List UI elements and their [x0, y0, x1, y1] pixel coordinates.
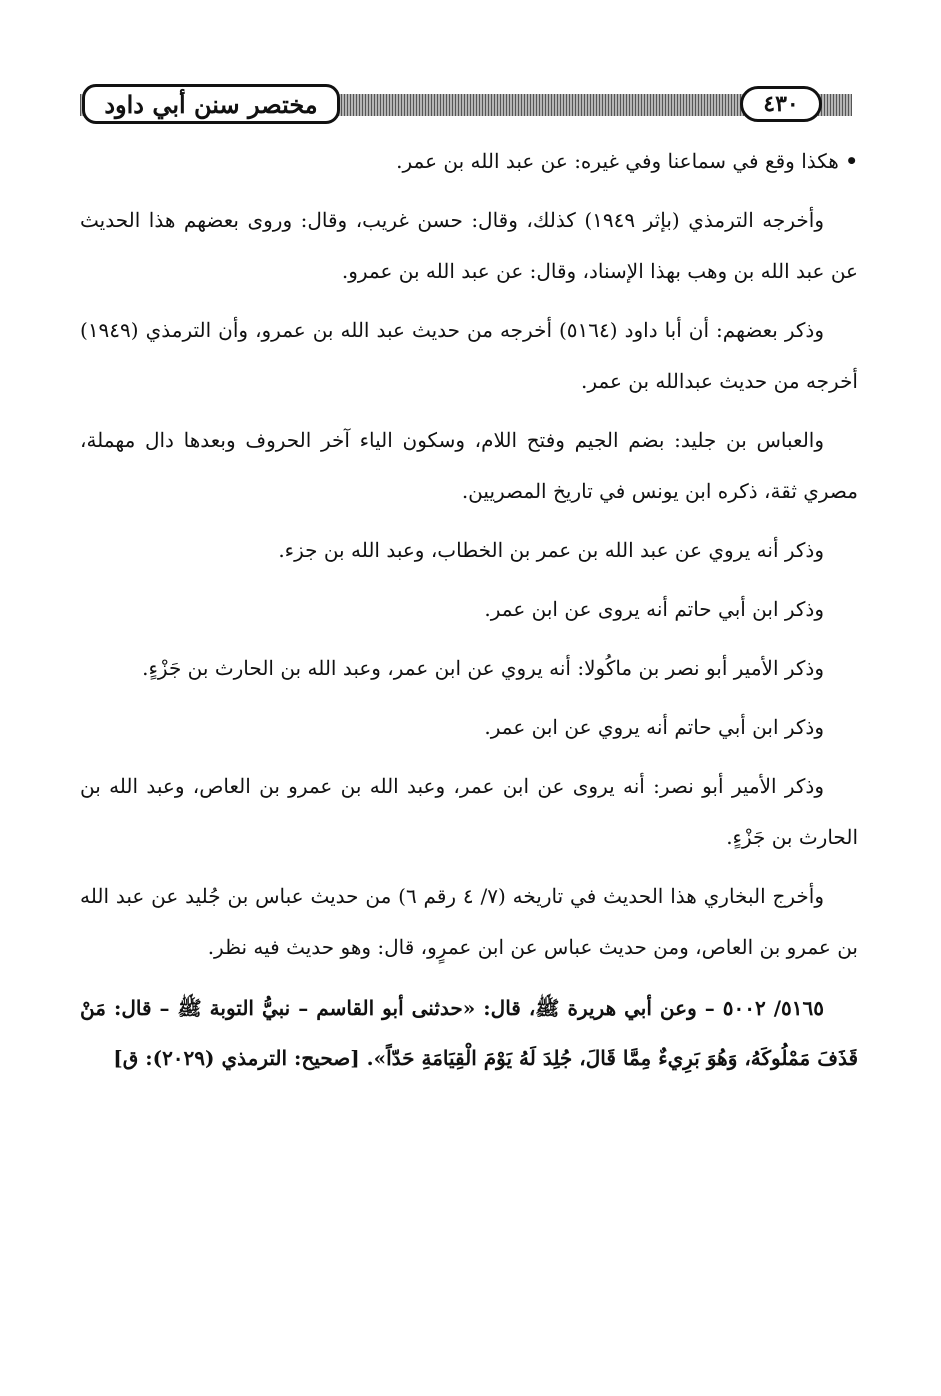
- paragraph-5: وذكر أنه يروي عن عبد الله بن عمر بن الخطاب، وعبد الله بن جزء.: [278, 538, 824, 562]
- book-title: مختصر سنن أبي داود: [82, 84, 340, 124]
- paragraph-9: وذكر الأمير أبو نصر: أنه يروى عن ابن عمر، وعبد الله بن عمرو بن العاص، وعبد الله بن الحارث بن جَزْءٍ.: [80, 774, 858, 849]
- paragraph-6: وذكر ابن أبي حاتم أنه يروى عن ابن عمر.: [484, 597, 824, 621]
- page-body: [80, 136, 858, 1091]
- paragraph-1: [80, 136, 858, 187]
- bullet-icon: •: [845, 149, 858, 173]
- paragraph-2: وأخرجه الترمذي (بإثر ١٩٤٩) كذلك، وقال: حسن غريب، وقال: وروى بعضهم هذا الحديث عن عبد الله بن وهب بهذا الإسناد، وقال: عن عبد الله بن عمرو.: [80, 208, 858, 283]
- paragraph-4: والعباس بن جليد: بضم الجيم وفتح اللام، وسكون الياء آخر الحروف وبعدها دال مهملة، مصري ثقة، ذكره ابن يونس في تاريخ المصريين.: [80, 428, 858, 503]
- paragraph-3: وذكر بعضهم: أن أبا داود (٥١٦٤) أخرجه من حديث عبد الله بن عمرو، وأن الترمذي (١٩٤٩) أخرجه من حديث عبدالله بن عمر.: [80, 318, 858, 393]
- paragraph-8: وذكر ابن أبي حاتم أنه يروي عن ابن عمر.: [484, 715, 824, 739]
- paragraph-7: وذكر الأمير أبو نصر بن ماكُولا: أنه يروي عن ابن عمر، وعبد الله بن الحارث بن جَزْءٍ.: [142, 656, 824, 680]
- hadith-text: ٥١٦٥/ ٥٠٠٢ – وعن أبي هريرة ﷺ، قال: «حدثنى أبو القاسم – نبيُّ التوبة ﷺ – قال: مَنْ قَذَفَ مَمْلُوكَهُ، وَهُوَ بَرِيءٌ مِمَّا قَالَ، جُلِدَ لَهُ يَوْمَ الْقِيَامَةِ حَدّاً». [صحيح: الترمذي (٢٠٢٩): ق]: [80, 996, 858, 1070]
- paragraph-1-text: هكذا وقع في سماعنا وفي غيره: عن عبد الله بن عمر.: [396, 149, 839, 173]
- page-number: ٤٣٠: [740, 86, 822, 122]
- paragraph-10: وأخرج البخاري هذا الحديث في تاريخه (٧/ ٤ رقم ٦) من حديث عباس بن جُليد عن عبد الله بن عمرو بن العاص، ومن حديث عباس عن ابن عمرٍو، قال: وهو حديث فيه نظر.: [80, 884, 858, 959]
- page-header: [80, 80, 852, 128]
